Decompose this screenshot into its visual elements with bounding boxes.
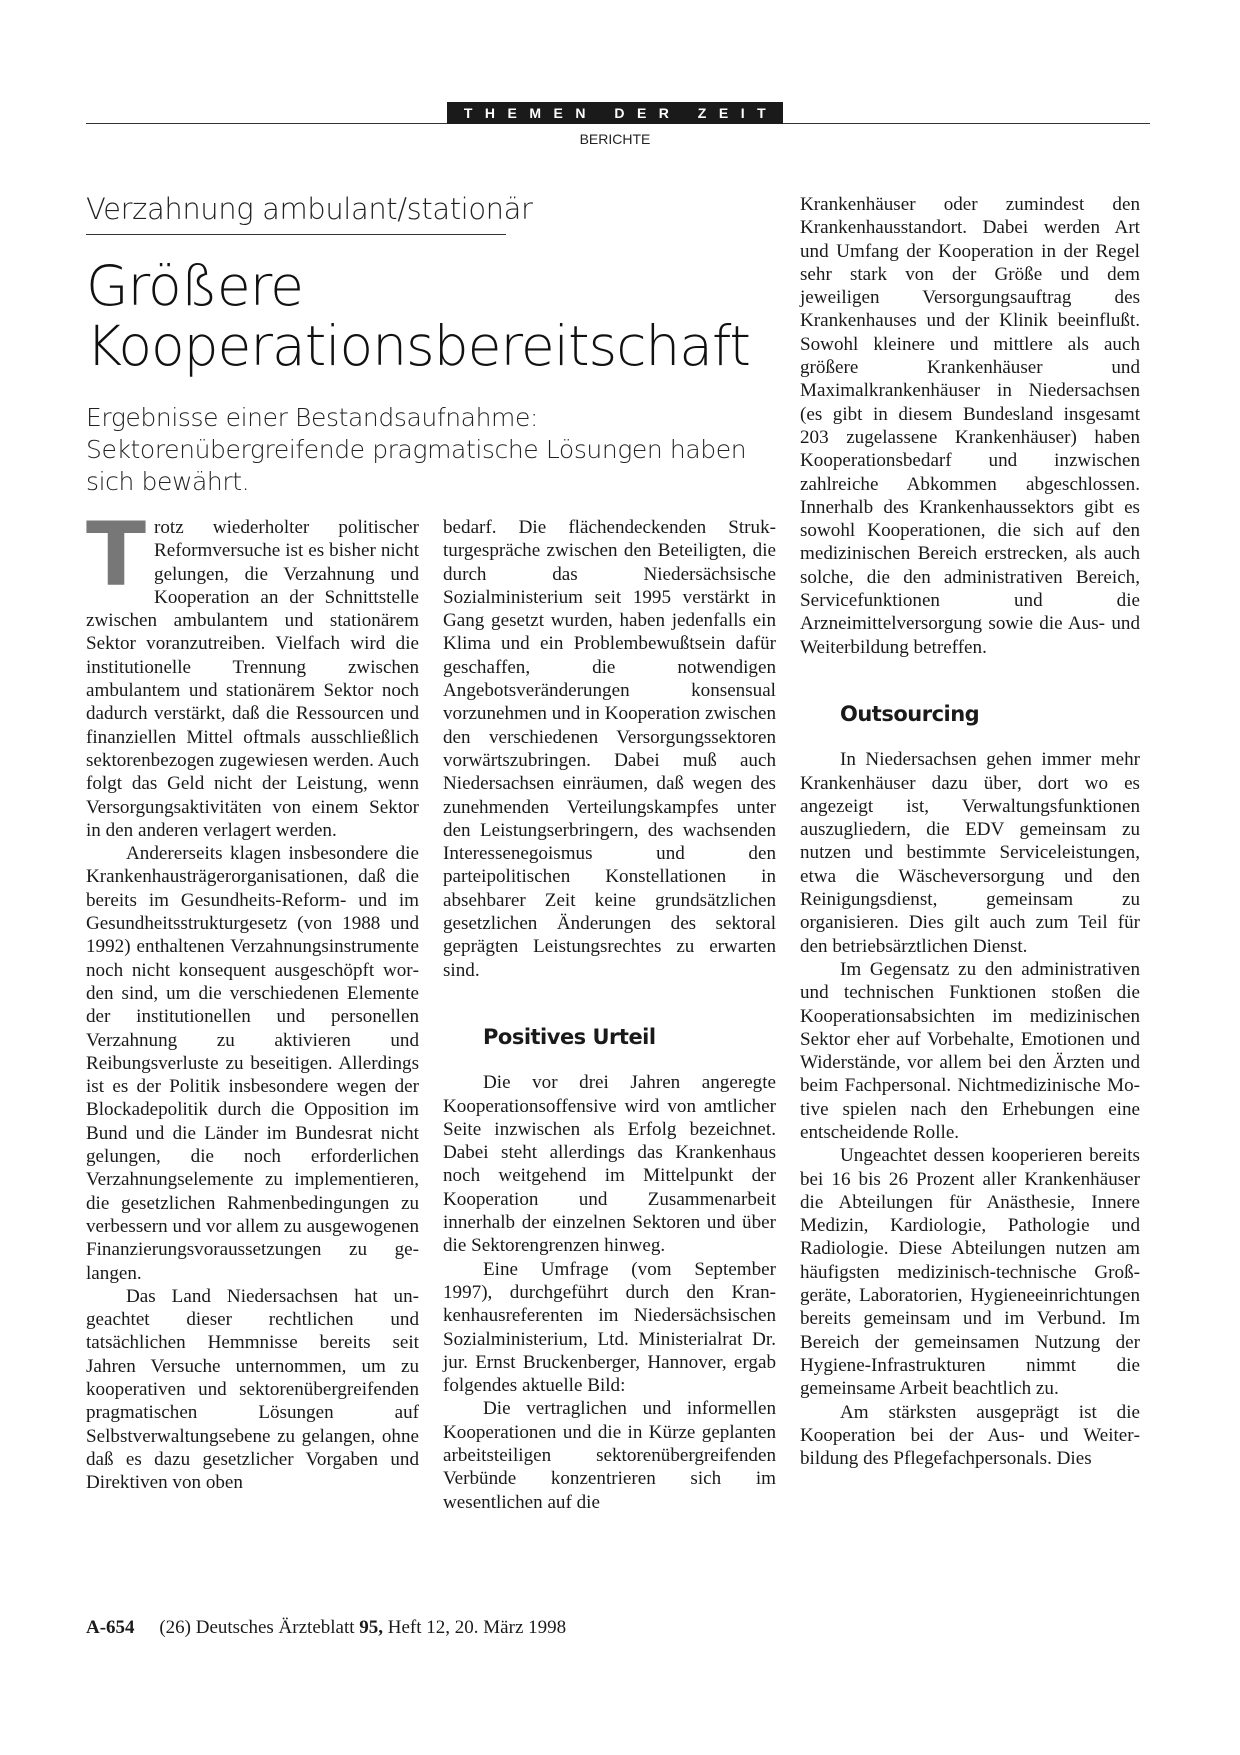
headline-line-2: Kooperationsbereitschaft	[86, 314, 750, 378]
paragraph: bedarf. Die flächendeckenden Strukturgespräche zwischen den Beteiligten, die durch das Niedersächsische Sozialministerium seit 1995 verstärkt in Gang gesetzt wurden, haben jedenfalls ein Klima und ein Problembewußtsein dafür geschaffen, die notwendigen Angebotsveränderungen konsensual vorzunehmen und in Kooperation zwischen den verschiedenen Versorgungssektoren vorwärtszubringen. Dabei muß auch Niedersachsen einräumen, daß wegen des zunehmenden Verteilungskampfes unter den Leistungserbringern, des wachsenden Interessenegoismus und den parteipolitischen Konstellationen in absehbarer Zeit keine grundsätzlichen gesetzlichen Änderungen des sektoral geprägten Leistungsrechtes zu erwarten sind.	[443, 517, 776, 981]
paragraph: Ungeachtet dessen kooperieren bereits bei 16 bis 26 Prozent aller Krankenhäuser die Abteilungen für Anästhesie, Innere Medizin, Kardiologie, Pathologie und Radiologie. Diese Abteilungen nutzen am häufigsten medizinisch-technische Großgeräte, Laboratorien, Hygieneeinrichtungen bereits gemeinsam und im Verbund. Im Bereich der gemeinsamen Nutzung der Hygiene-Infrastrukturen nimmt die gemeinsame Arbeit beachtlich zu.	[800, 1145, 1140, 1400]
section-tag: THEMEN DER ZEIT	[447, 102, 783, 124]
column-2	[443, 516, 776, 1514]
headline-line-1: Größere	[86, 254, 303, 318]
subheading-positives-urteil: Positives Urteil	[483, 1024, 656, 1049]
article-deck: Ergebnisse einer Bestandsaufnahme: Sektorenübergreifende pragmatische Lösungen haben sich bewährt.	[86, 403, 747, 496]
paragraph	[86, 503, 419, 842]
paragraph: Im Gegensatz zu den administrativen und technischen Funktionen stoßen die Kooperationsabsichten im medizinischen Sektor eher auf Vorbehalte, Emotionen und Widerstände, vor allem bei den Ärzten und beim Fachpersonal. Nichtmedizinische Motive spielen nach den Erhebungen eine entscheidende Rolle.	[800, 958, 1140, 1143]
footer-source: (26) Deutsches Ärzteblatt	[159, 1617, 355, 1638]
page-number: A-654	[86, 1617, 135, 1638]
paragraph-text: rotz wiederholter politischer Reformversuche ist es bisher nicht gelungen, die Verzahnung und Kooperation an der Schnittstelle zwischen ambulantem und stationärem Sektor voranzutreiben. Vielfach wird die institutionelle Trennung zwischen ambulantem und stationärem Sektor noch dadurch verstärkt, daß die Ressourcen und finanziellen Mittel oftmals ausschließlich sektorenbezogen zugewiesen werden. Auch folgt das Geld nicht der Leistung, wenn Versorgungsaktivitäten von einem Sektor in den anderen verlagert werden.	[86, 517, 419, 841]
paragraph: Die vertraglichen und informellen Kooperationen und die in Kürze geplanten arbeitsteiligen sektorenübergreifenden Verbünde konzentrieren sich im wesentlichen auf die	[443, 1398, 776, 1513]
paragraph: Die vor drei Jahren angeregte Kooperationsoffensive wird von amtlicher Seite inzwischen als Erfolg bezeichnet. Dabei steht allerdings das Krankenhaus noch weitgehend im Mittelpunkt der Kooperation und Zusammenarbeit innerhalb der einzelnen Sektoren und über die Sektorengrenzen hinweg.	[443, 1072, 776, 1257]
column-3	[800, 193, 1140, 1470]
subheading-outsourcing: Outsourcing	[840, 701, 980, 726]
section-subtitle: BERICHTE	[579, 131, 651, 147]
paragraph: Krankenhäuser oder zumindest den Krankenhausstandort. Dabei werden Art und Umfang der Kooperation in der Regel sehr stark von der Größe und dem jeweiligen Versorgungsauftrag des Krankenhauses und der Klinik beeinflußt. Sowohl kleinere und mittlere als auch größere Krankenhäuser und Maximalkrankenhäuser in Niedersachsen (es gibt in diesem Bundesland insgesamt 203 zugelassene Krankenhäuser) haben Kooperationsbedarf und inzwischen zahlreiche Abkommen abgeschlossen. Innerhalb des Krankenhaussektors gibt es sowohl Kooperationen, die sich auf den medizinischen Bereich erstrecken, als auch solche, die den administrativen Bereich, Servicefunktionen und die Arzneimittelversorgung sowie die Aus- und Weiterbildung betreffen.	[800, 194, 1140, 658]
footer-volume: 95,	[359, 1617, 384, 1638]
article-headline	[86, 256, 806, 376]
page-footer	[86, 1617, 566, 1639]
column-1	[86, 503, 419, 1494]
paragraph: Das Land Niedersachsen hat ungeachtet dieser rechtlichen und tatsächlichen Hemmnisse bereits seit Jahren Versuche unternommen, um zu kooperativen und sektorenübergreifenden pragmatischen Lösungen auf Selbstverwaltungsebene zu gelangen, ohne daß es dazu gesetzlicher Vorgaben und Direktiven von oben	[86, 1285, 419, 1494]
paragraph: Eine Umfrage (vom September 1997), durchgeführt durch den Krankenhausreferenten im Niedersächsischen Sozialministerium, Ltd. Ministerialrat Dr. jur. Ernst Bruckenberger, Hannover, ergab folgendes aktuelle Bild:	[443, 1258, 776, 1397]
paragraph: Am stärksten ausgeprägt ist die Kooperation bei der Aus- und Weiterbildung des Pflegefachpersonals. Dies	[800, 1401, 1140, 1470]
paragraph: Andererseits klagen insbesondere die Krankenhausträgerorganisationen, daß die bereits im Gesundheits-Reform- und im Gesundheitsstrukturgesetz (von 1988 und 1992) enthaltenen Verzahnungsinstrumente noch nicht konsequent ausgeschöpft worden sind, um die verschiedenen Elemente der institutionellen und personellen Verzahnung zu aktivieren und Reibungsverluste zu beseitigen. Allerdings ist es der Politik insbesondere wegen der Blockadepolitik durch die Opposition im Bund und die Länder im Bundesrat nicht gelungen, die noch erforderlichen Verzahnungselemente zu implementieren, die gesetzlichen Rahmenbedingungen zu verbessern und vor allem zu ausgewogenen Finanzierungsvoraussetzungen zu gelangen.	[86, 843, 419, 1284]
footer-issue: Heft 12, 20. März 1998	[387, 1617, 567, 1638]
paragraph: In Niedersachsen gehen immer mehr Krankenhäuser dazu über, dort wo es angezeigt ist, Verwaltungsfunktionen auszugliedern, die EDV gemeinsam zu nutzen und bestimmte Serviceleistungen, etwa die Wäscheversorgung und den Reinigungsdienst, gemeinsam zu organisieren. Dies gilt auch zum Teil für den betriebsärztlichen Dienst.	[800, 749, 1140, 957]
article-kicker: Verzahnung ambulant/stationär	[86, 192, 506, 235]
drop-cap: T	[86, 503, 147, 606]
